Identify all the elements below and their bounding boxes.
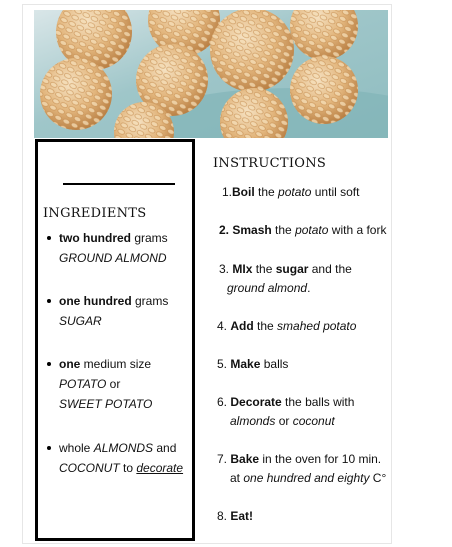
ingredient-name: POTATO <box>59 377 107 391</box>
ingredient-connector: and <box>153 441 177 455</box>
step-emphasis: coconut <box>292 414 335 428</box>
step-verb: MIx <box>232 262 253 276</box>
step-number: 4. <box>217 319 228 333</box>
step-emphasis: ground almond <box>227 281 308 295</box>
ingredients-heading: INGREDIENTS <box>43 206 147 221</box>
ingredient-name: SUGAR <box>59 314 102 328</box>
instruction-step-3 <box>219 260 352 298</box>
step-emphasis: potato <box>295 223 329 237</box>
ingredient-item-decoration <box>44 438 194 478</box>
step-text: at <box>230 471 244 485</box>
step-verb: Boil <box>232 185 255 199</box>
ingredients-divider <box>63 183 175 185</box>
ingredient-unit: medium size <box>80 357 152 371</box>
instruction-step-6 <box>217 393 354 431</box>
step-text: or <box>275 414 293 428</box>
step-text: the <box>252 262 276 276</box>
instruction-step-4 <box>217 317 356 336</box>
instruction-step-2 <box>219 221 386 240</box>
ingredients-list <box>44 228 194 478</box>
instruction-step-8 <box>217 507 253 526</box>
ingredient-connector: to <box>119 461 137 475</box>
step-number: 7. <box>217 452 228 466</box>
step-number: 1. <box>222 185 233 199</box>
ingredient-prefix: whole <box>59 441 94 455</box>
ingredient-quantity: one <box>59 357 81 371</box>
step-emphasis: one hundred and eighty <box>243 471 370 485</box>
ingredient-quantity: one hundred <box>59 294 132 308</box>
instruction-step-5 <box>217 355 288 374</box>
ingredient-item-sugar <box>44 291 194 331</box>
ingredient-quantity: two hundred <box>59 231 131 245</box>
ingredient-unit: grams <box>131 294 169 308</box>
step-verb: Decorate <box>230 395 282 409</box>
ingredient-unit: grams <box>131 231 168 245</box>
step-number: 3. <box>219 262 230 276</box>
step-verb: Make <box>230 357 261 371</box>
step-text: the <box>271 223 296 237</box>
step-number: 6. <box>217 395 228 409</box>
step-emphasis: smahed potato <box>277 319 357 333</box>
step-emphasis: potato <box>278 185 312 199</box>
step-verb: Bake <box>230 452 260 466</box>
step-text: until soft <box>311 185 360 199</box>
step-text: and the <box>308 262 352 276</box>
step-text: . <box>307 281 311 295</box>
step-text: balls <box>260 357 289 371</box>
step-text: C° <box>369 471 387 485</box>
step-text: the <box>253 319 278 333</box>
ingredients-panel <box>35 139 195 541</box>
step-ingredient: sugar <box>275 262 309 276</box>
step-number: 8. <box>217 509 228 523</box>
instruction-step-7 <box>217 450 386 488</box>
instruction-step-1 <box>222 183 359 202</box>
ingredient-name-alt: SWEET POTATO <box>59 397 153 411</box>
step-verb: Eat! <box>230 509 254 523</box>
step-verb: Smash <box>232 223 272 237</box>
step-emphasis: almonds <box>230 414 276 428</box>
ingredient-name: ALMONDS <box>93 441 154 455</box>
ingredient-item-almond <box>44 228 194 268</box>
step-verb: Add <box>230 319 254 333</box>
step-text: the balls with <box>281 395 355 409</box>
ingredient-purpose: decorate <box>136 461 184 475</box>
pine-nut-balls-image <box>34 10 388 138</box>
step-number: 2. <box>219 223 230 237</box>
step-text: with a fork <box>328 223 387 237</box>
instructions-heading: INSTRUCTIONS <box>213 156 327 171</box>
ingredient-name-alt: COCONUT <box>59 461 120 475</box>
ingredient-name: GROUND ALMOND <box>59 251 167 265</box>
step-text: the <box>254 185 279 199</box>
step-text: in the oven for 10 min. <box>259 452 382 466</box>
step-number: 5. <box>217 357 228 371</box>
ingredient-item-potato <box>44 354 194 414</box>
ingredient-connector: or <box>106 377 121 391</box>
hero-photo <box>34 10 388 138</box>
